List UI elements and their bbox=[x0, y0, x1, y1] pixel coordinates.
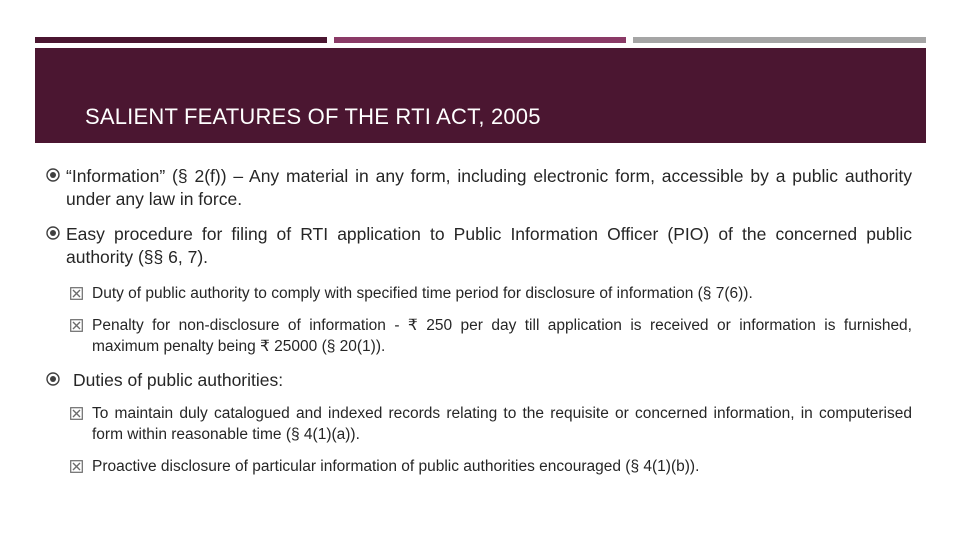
boxed-x-bullet-icon bbox=[70, 460, 83, 473]
boxed-x-bullet-icon bbox=[70, 407, 83, 420]
bullet-text: “Information” (§ 2(f)) – Any material in any form, including electronic form, accessible by a public authority under any law in force. bbox=[66, 166, 912, 209]
sub-bullet-item bbox=[70, 403, 912, 445]
boxed-x-bullet-icon bbox=[70, 287, 83, 300]
boxed-x-bullet-icon bbox=[70, 319, 83, 332]
bullet-text: Duties of public authorities: bbox=[73, 370, 284, 390]
bullet-text: Easy procedure for filing of RTI application to Public Information Officer (PIO) of the concerned public authority (§§ 6, 7). bbox=[66, 224, 912, 267]
circled-target-bullet-icon bbox=[46, 226, 60, 240]
circled-target-bullet-icon bbox=[46, 372, 60, 386]
sub-bullet-text: Penalty for non-disclosure of information - ₹ 250 per day till application is received or information is furnished, maximum penalty being ₹ 25000 (§ 20(1)). bbox=[92, 317, 912, 355]
slide-title: SALIENT FEATURES OF THE RTI ACT, 2005 bbox=[85, 104, 541, 129]
bullet-item bbox=[46, 223, 912, 269]
sub-bullet-text: To maintain duly catalogued and indexed records relating to the requisite or concerned information, in computerised form within reasonable time (§ 4(1)(a)). bbox=[92, 405, 912, 443]
bullet-item bbox=[46, 165, 912, 211]
sub-bullet-item bbox=[70, 283, 912, 304]
sub-bullet-text: Duty of public authority to comply with specified time period for disclosure of information (§ 7(6)). bbox=[92, 285, 753, 302]
sub-bullet-text: Proactive disclosure of particular information of public authorities encouraged (§ 4(1)(b)). bbox=[92, 458, 700, 475]
sub-bullet-item bbox=[70, 315, 912, 357]
sub-bullet-item bbox=[70, 456, 912, 477]
bullet-item bbox=[46, 369, 912, 392]
circled-target-bullet-icon bbox=[46, 168, 60, 182]
